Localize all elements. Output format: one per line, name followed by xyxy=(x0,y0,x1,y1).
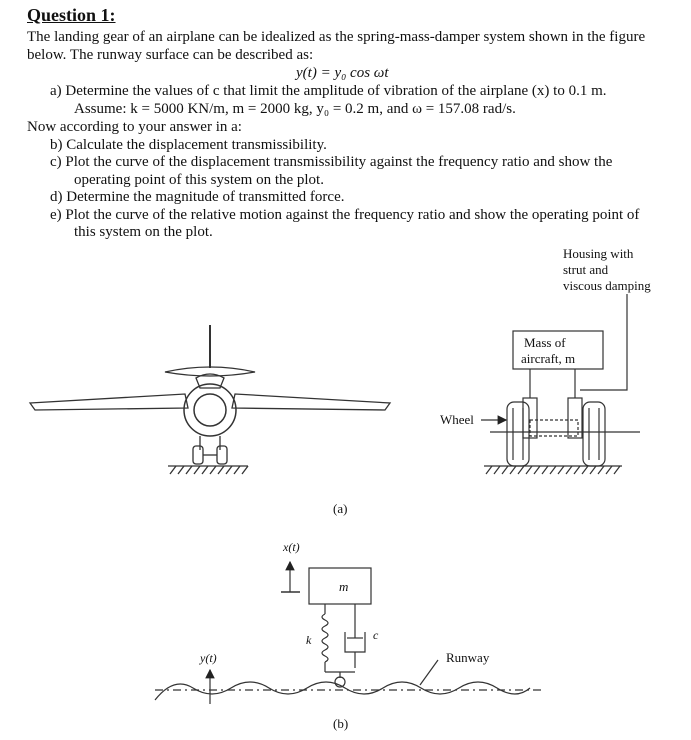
airplane-front-view xyxy=(30,325,390,474)
housing-label-1: Housing with xyxy=(563,246,634,261)
x-of-t-label: x(t) xyxy=(283,540,300,554)
intro-line-1: The landing gear of an airplane can be idealized as the spring-mass-damper system shown in the figure xyxy=(27,29,646,45)
housing-label-2: strut and xyxy=(563,262,609,277)
intro-line-2: below. The runway surface can be described as: xyxy=(27,47,314,63)
mass-label-1: Mass of xyxy=(524,335,566,350)
part-c-line-2: operating point of this system on the plot. xyxy=(74,172,324,188)
damper-c-label: c xyxy=(373,628,379,642)
spring-k-label: k xyxy=(306,633,312,647)
part-a-line-1: a) Determine the values of c that limit the amplitude of vibration of the airplane (x) to 0.1 m. xyxy=(50,83,607,99)
caption-b: (b) xyxy=(333,716,349,731)
housing-label-3: viscous damping xyxy=(563,278,651,293)
caption-a: (a) xyxy=(333,501,348,516)
part-b: b) Calculate the displacement transmissibility. xyxy=(50,137,327,153)
mass-label-2: aircraft, m xyxy=(521,351,576,366)
runway-equation: y(t) = y₀ cos ωt xyxy=(296,65,389,81)
question-title: Question 1: xyxy=(27,5,116,25)
now-line: Now according to your answer in a: xyxy=(27,119,242,135)
spring-mass-damper-model xyxy=(155,562,545,704)
part-e-line-1: e) Plot the curve of the relative motion against the frequency ratio and show the operating point of xyxy=(50,207,640,223)
mass-m-label: m xyxy=(339,579,349,594)
part-d: d) Determine the magnitude of transmitted force. xyxy=(50,189,345,205)
part-e-line-2: this system on the plot. xyxy=(74,224,213,240)
wheel-label: Wheel xyxy=(440,412,474,427)
y-of-t-label: y(t) xyxy=(200,651,217,665)
landing-gear-view xyxy=(481,294,640,474)
part-c-line-1: c) Plot the curve of the displacement transmissibility against the frequency ratio and show the xyxy=(50,154,613,170)
runway-label: Runway xyxy=(446,650,490,665)
part-a-line-2: Assume: k = 5000 KN/m, m = 2000 kg, y₀ = 0.2 m, and ω = 157.08 rad/s. xyxy=(74,101,516,117)
